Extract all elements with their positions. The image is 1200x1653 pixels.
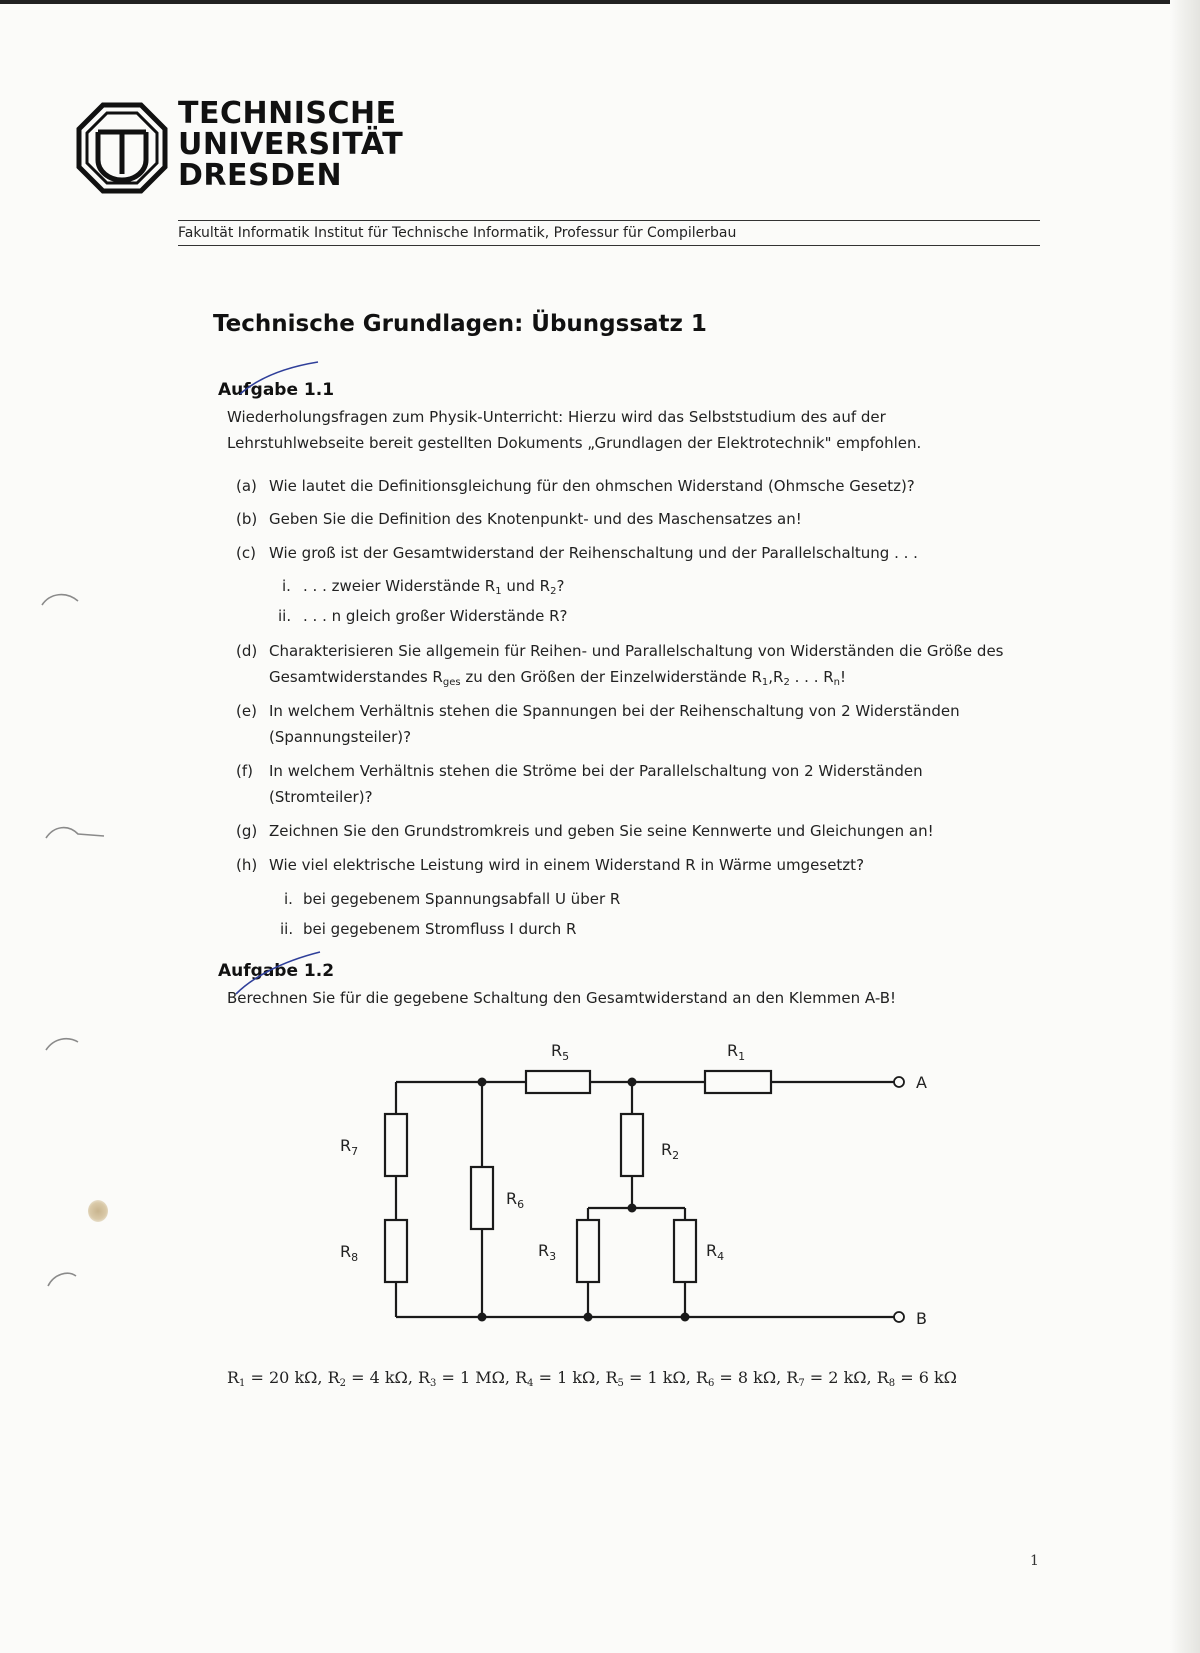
list-item-c [236, 540, 918, 566]
resistor-r6 [471, 1167, 493, 1229]
question-text: In welchem Verhältnis stehen die Ströme bei der Parallelschaltung von 2 Widerständen [269, 762, 923, 780]
list-item-e-line-2: (Spannungsteiler)? [269, 728, 412, 746]
punch-hole-mark [40, 818, 110, 848]
list-marker: ii. [280, 920, 294, 938]
list-item-b [236, 506, 802, 532]
scan-edge-right [1170, 0, 1200, 1653]
list-item-h-i [284, 886, 620, 912]
university-name-line-3: DRESDEN [178, 158, 343, 193]
resistor-r7 [385, 1114, 407, 1176]
list-item-e [236, 698, 960, 724]
list-item-a [236, 473, 915, 499]
page-title: Technische Grundlagen: Übungssatz 1 [213, 311, 707, 337]
terminal-b-label: B [916, 1309, 927, 1328]
question-text: bei gegebenem Spannungsabfall U über R [303, 890, 621, 908]
list-item-c-i [282, 573, 564, 605]
resistor-r8 [385, 1220, 407, 1282]
university-logo-icon [76, 102, 168, 194]
circuit-terminals [894, 1077, 904, 1322]
question-text: . . . n gleich großer Widerstände R? [303, 607, 568, 625]
list-item-c-ii [278, 603, 568, 629]
list-marker: (c) [236, 544, 256, 562]
resistor-r5 [526, 1071, 590, 1093]
list-marker: i. [282, 577, 291, 595]
label-r7: $R_7$ [340, 1136, 359, 1158]
list-marker: ii. [278, 607, 292, 625]
list-item-g [236, 818, 934, 844]
header-rule-bottom [178, 245, 1040, 246]
list-marker: (b) [236, 510, 258, 528]
circuit-diagram [320, 1030, 940, 1340]
page-number: 1 [1030, 1553, 1039, 1569]
question-text: Wie viel elektrische Leistung wird in einem Widerstand R in Wärme umgesetzt? [269, 856, 865, 874]
task-1-intro-line-2: Lehrstuhlwebseite bereit gestellten Dokuments „Grundlagen der Elektrotechnik" empfohlen. [227, 434, 922, 452]
scan-edge-top [0, 0, 1200, 4]
list-marker: i. [284, 890, 293, 908]
task-2-intro: Berechnen Sie für die gegebene Schaltung den Gesamtwiderstand an den Klemmen A-B! [227, 989, 896, 1007]
header-rule-top [178, 220, 1040, 221]
list-marker: (g) [236, 822, 258, 840]
task-2-heading: Aufgabe 1.2 [218, 961, 335, 981]
list-item-d-line-2: Gesamtwiderstandes $R_{ges}$ zu den Größen der Einzelwiderstände $R_1,R_2$ . . . $R_n$! [269, 668, 847, 688]
punch-hole-mark [40, 1030, 80, 1060]
list-item-f-line-2: (Stromteiler)? [269, 788, 373, 806]
label-r1: $R_1$ [727, 1041, 746, 1063]
question-text: Zeichnen Sie den Grundstromkreis und geben Sie seine Kennwerte und Gleichungen an! [269, 822, 934, 840]
question-text: bei gegebenem Stromfluss I durch R [303, 920, 577, 938]
punch-hole-mark [40, 1262, 80, 1292]
question-text: Geben Sie die Definition des Knotenpunkt- und des Maschensatzes an! [269, 510, 802, 528]
resistor-values: $R_1 = 20$ kΩ, $R_2 = 4$ kΩ, $R_3 = 1$ MΩ, $R_4 = 1$ kΩ, $R_5 = 1$ kΩ, $R_6 = 8$ kΩ, $R_7 = 2$ kΩ, $R_8 = 6$ kΩ [227, 1368, 957, 1389]
list-item-d [236, 638, 1004, 664]
question-text: Charakterisieren Sie allgemein für Reihen- und Parallelschaltung von Widerständen die Größe des [269, 642, 1004, 660]
university-name [178, 98, 403, 191]
list-item-h [236, 852, 864, 878]
terminal-a [894, 1077, 904, 1087]
list-marker: (a) [236, 477, 257, 495]
question-text: In welchem Verhältnis stehen die Spannungen bei der Reihenschaltung von 2 Widerständen [269, 702, 960, 720]
list-marker: (f) [236, 762, 253, 780]
resistor-r1 [705, 1071, 771, 1093]
stain-mark [88, 1200, 108, 1222]
list-marker: (e) [236, 702, 257, 720]
punch-hole-mark [40, 585, 80, 615]
label-r5: $R_5$ [551, 1041, 570, 1063]
task-1-intro-line-1: Wiederholungsfragen zum Physik-Unterricht: Hierzu wird das Selbststudium des auf der [227, 408, 886, 426]
pen-mark [236, 358, 326, 398]
label-r8: $R_8$ [340, 1242, 359, 1264]
question-text: Wie groß ist der Gesamtwiderstand der Reihenschaltung und der Parallelschaltung . . . [269, 544, 918, 562]
question-text: Wie lautet die Definitionsgleichung für den ohmschen Widerstand (Ohmsche Gesetz)? [269, 477, 915, 495]
label-r6: $R_6$ [506, 1189, 525, 1211]
resistor-r2 [621, 1114, 643, 1176]
resistor-r4 [674, 1220, 696, 1282]
terminal-a-label: A [916, 1073, 927, 1092]
university-name-line-1: TECHNISCHE [178, 96, 397, 131]
resistor-r3 [577, 1220, 599, 1282]
list-item-f [236, 758, 923, 784]
list-item-h-ii [280, 916, 576, 942]
list-marker: (h) [236, 856, 258, 874]
label-r3: $R_3$ [538, 1241, 557, 1263]
task-1-heading: Aufgabe 1.1 [218, 380, 335, 400]
label-r4: $R_4$ [706, 1241, 725, 1263]
question-text: . . . zweier Widerstände $R_1$ und $R_2$? [303, 577, 565, 597]
faculty-line: Fakultät Informatik Institut für Technische Informatik, Professur für Compilerbau [178, 225, 737, 241]
university-name-line-2: UNIVERSITÄT [178, 127, 404, 162]
terminal-b [894, 1312, 904, 1322]
label-r2: $R_2$ [661, 1140, 680, 1162]
list-marker: (d) [236, 642, 258, 660]
